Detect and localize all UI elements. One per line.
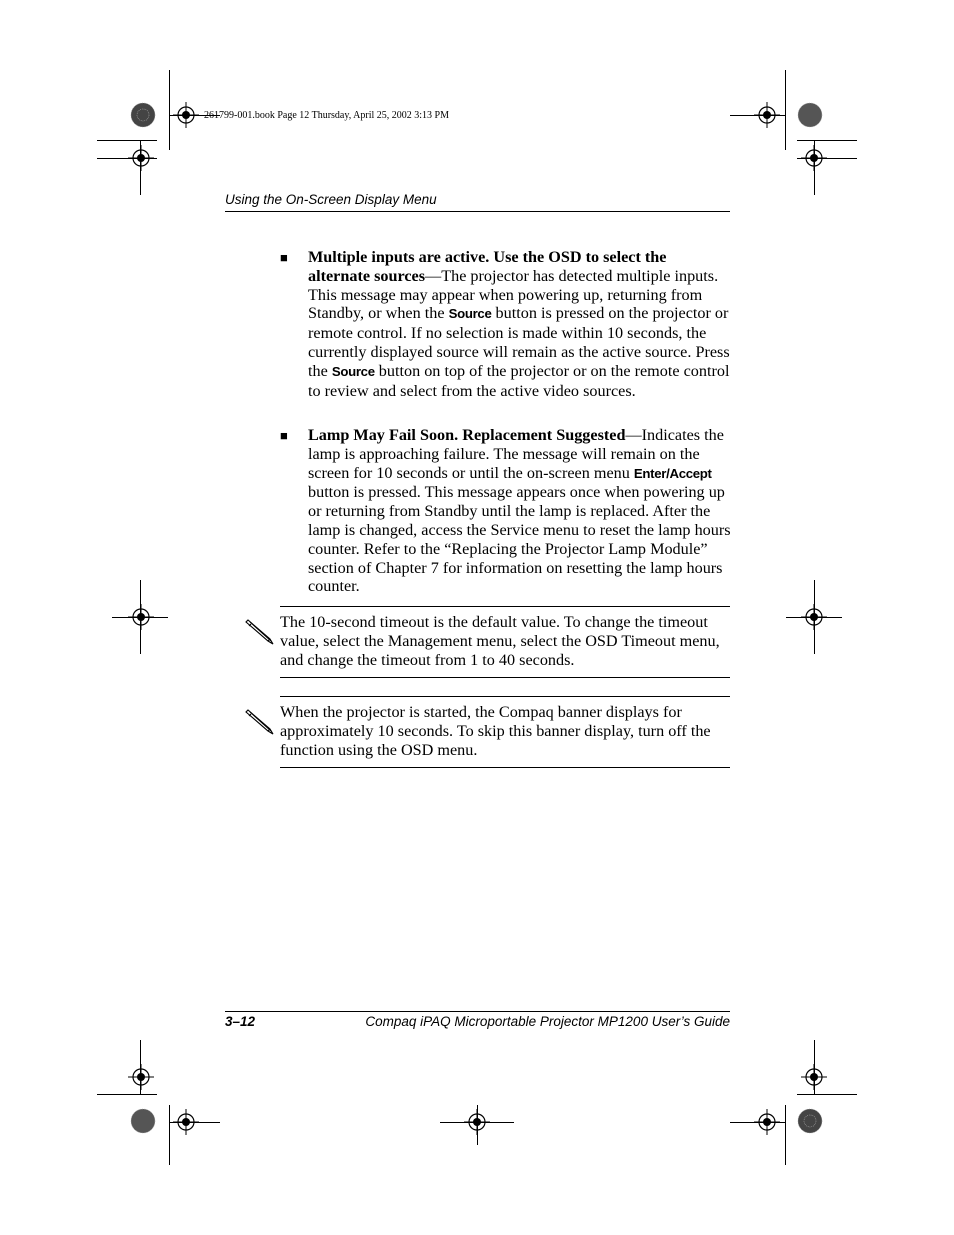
running-head: Using the On-Screen Display Menu — [225, 192, 437, 207]
bullet-text: —The projector has detected multiple inputs. This message may appear when powering up, returning from Standby, or when the — [308, 266, 719, 323]
registration-target-icon — [128, 145, 154, 171]
registration-target-icon — [128, 604, 154, 630]
starburst-mark-icon — [797, 102, 823, 128]
note-rule-top — [280, 606, 730, 607]
footer-book-title: Compaq iPAQ Microportable Projector MP1200 User’s Guide — [365, 1014, 730, 1029]
registration-target-icon — [173, 1109, 199, 1135]
registration-target-icon — [754, 102, 780, 128]
registration-target-icon — [801, 604, 827, 630]
header-rule — [225, 211, 730, 212]
bullet-item-lamp-may-fail — [308, 426, 731, 596]
starburst-mark-icon — [797, 1108, 823, 1134]
pencil-note-icon — [242, 617, 276, 647]
footer-rule — [225, 1011, 730, 1012]
bullet-lead: Lamp May Fail Soon. Replacement Suggested — [308, 426, 626, 444]
bullet-text: —Indicates the lamp is approaching failure. The message will remain on the screen for 10 seconds or until the on-screen menu — [308, 426, 724, 482]
starburst-mark-icon — [130, 102, 156, 128]
bullet-lead: Multiple inputs are active. Use the OSD to select the alternate sources — [308, 248, 667, 285]
bullet-item-multiple-inputs — [308, 248, 731, 400]
registration-target-icon — [173, 102, 199, 128]
pencil-note-icon — [242, 707, 276, 737]
registration-target-icon — [464, 1109, 490, 1135]
note-rule-bottom — [280, 677, 730, 678]
bullet-marker: ■ — [280, 250, 288, 265]
source-button-label: Source — [331, 363, 375, 379]
source-button-label: Source — [448, 306, 492, 322]
note-text: The 10-second timeout is the default value. To change the timeout value, select the Management menu, select the OSD Timeout menu, and change the timeout from 1 to 40 seconds. — [280, 613, 720, 669]
book-file-info: 261799-001.book Page 12 Thursday, April 25, 2002 3:13 PM — [204, 110, 449, 121]
registration-target-icon — [801, 1064, 827, 1090]
note-text: When the projector is started, the Compaq banner displays for approximately 10 seconds. To skip this banner display, turn off the function using the OSD menu. — [280, 703, 711, 759]
note-rule-top — [280, 696, 730, 697]
starburst-mark-icon — [130, 1108, 156, 1134]
bullet-text: button on top of the projector or on the remote control to review and select from the active video sources. — [308, 361, 730, 400]
bullet-text: button is pressed. This message appears once when powering up or returning from Standby until the lamp is replaced. After the lamp is changed, access the Service menu to reset the lamp hours counter. Refer to the “Replacing the Projector Lamp Module” section of Chapter 7 for information on resetting the lamp hours counter. — [308, 483, 731, 596]
registration-target-icon — [128, 1064, 154, 1090]
bullet-marker: ■ — [280, 428, 288, 443]
registration-target-icon — [801, 145, 827, 171]
note-rule-bottom — [280, 767, 730, 768]
enter-accept-button-label: Enter/Accept — [633, 465, 712, 481]
bullet-text: button is pressed on the projector or remote control. If no selection is made within 10 seconds, the currently displayed source will remain as the active source. Press the — [308, 304, 730, 380]
registration-target-icon — [754, 1109, 780, 1135]
page-number: 3–12 — [225, 1014, 256, 1029]
